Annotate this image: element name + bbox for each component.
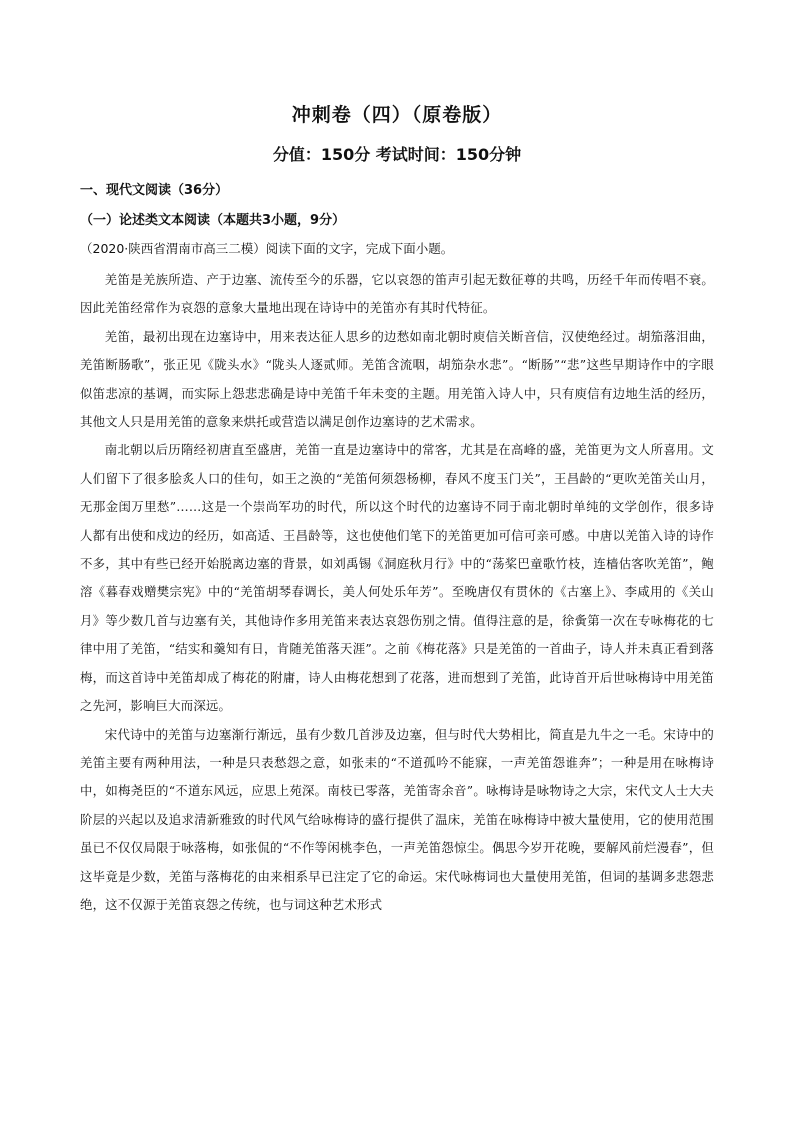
source-line: （2020·陕西省渭南市高三二模）阅读下面的文字，完成下面小题。: [80, 241, 454, 256]
section-heading: 一、现代文阅读（36分）: [80, 183, 229, 198]
paragraph-4: 宋代诗中的羌笛与边塞渐行渐远，虽有少数几首涉及边塞，但与时代大势相比，简直是九牛之一毛。宋诗中的羌笛主要有两种用法，一种是只表愁怨之意，如张耒的“不道孤吟不能寐，一声羌笛怨谁奔”；一种是用在咏梅诗中，如梅尧臣的“不道东风远，应思上苑深。南枝已零落，羌笛寄余音”。咏梅诗是咏物诗之大宗，宋代文人士大夫阶层的兴起以及追求清新雅致的时代风气给咏梅诗的盛行提供了温床，羌笛在咏梅诗中被大量使用，它的使用范围虽已不仅仅局限于咏落梅，如张侃的“不作等闲桃李色，一声羌笛怨惊尘。偶思今岁开花晚，要解风前烂漫春”，但这毕竟是少数，羌笛与落梅花的由来相系早已注定了它的命运。宋代咏梅词也大量使用羌笛，但词的基调多悲怨悲绝，这不仅源于羌笛哀怨之传统，也与词这种艺术形式: [80, 726, 714, 912]
paragraph-1: 羌笛是羌族所造、产于边塞、流传至今的乐器，它以哀怨的笛声引起无数征尊的共鸣，历经千年而传唱不衰。因此羌笛经常作为哀怨的意象大量地出现在诗诗中的羌笛亦有其时代特征。: [80, 272, 714, 316]
paragraph-3: 南北朝以后历隋经初唐直至盛唐，羌笛一直是边塞诗中的常客，尤其是在高峰的盛，羌笛更为文人所喜用。文人们留下了很多脍炙人口的佳句，如王之涣的“羌笛何须怨杨柳，春风不度玉门关”，王昌龄的“更吹羌笛关山月，无那金闺万里愁”……这是一个崇尚军功的时代，所以这个时代的边塞诗不同于南北朝时单纯的文学创作，很多诗人都有出使和戍边的经历，如高适、王昌龄等，这也使他们笔下的羌笛更加可信可亲可感。中唐以羌笛入诗的诗作不多，其中有些已经开始脱离边塞的背景，如刘禹锡《洞庭秋月行》中的“荡桨巴童歌竹枝，连樯估客吹羌笛”，鲍溶《暮春戏赠樊宗宪》中的“羌笛胡琴春调长，美人何处乐年芳”。至晚唐仅有贯休的《古塞上》、李咸用的《关山月》等少数几首与边塞有关，其他诗作多用羌笛来表达哀怨伤别之情。值得注意的是，徐夤第一次在专咏梅花的七律中用了羌笛，“结实和羹知有日，肯随羌笛落天涯”。之前《梅花落》只是羌笛的一首曲子，诗人并未真正看到落梅，而这首诗中羌笛却成了梅花的附庸，诗人由梅花想到了花落，进而想到了羌笛，此诗首开后世咏梅诗中用羌笛之先河，影响巨大而深远。: [80, 442, 714, 714]
subsection-heading: （一）论述类文本阅读（本题共3小题，9分）: [80, 213, 346, 228]
passage: [80, 266, 714, 919]
exam-info: 分值：150分 考试时间：150分钟: [272, 145, 522, 164]
paragraph-2: 羌笛，最初出现在边塞诗中，用来表达征人思乡的边愁如南北朝时庾信关断音信，汉使绝经过。胡笳落泪曲，羌笛断肠歌”，张正见《陇头水》“陇头人逐贰师。羌笛含流咽，胡笳杂水悲”。“断肠”“悲”这些早期诗作中的字眼似笛悲凉的基调，而实际上怨悲悲确是诗中羌笛千年未变的主题。用羌笛入诗人中，只有庾信有边地生活的经历，其他文人只是用羌笛的意象来烘托或营造以满足创作边塞诗的艺术需求。: [80, 328, 714, 430]
document-title: 冲刺卷（四）（原卷版）: [291, 104, 503, 126]
